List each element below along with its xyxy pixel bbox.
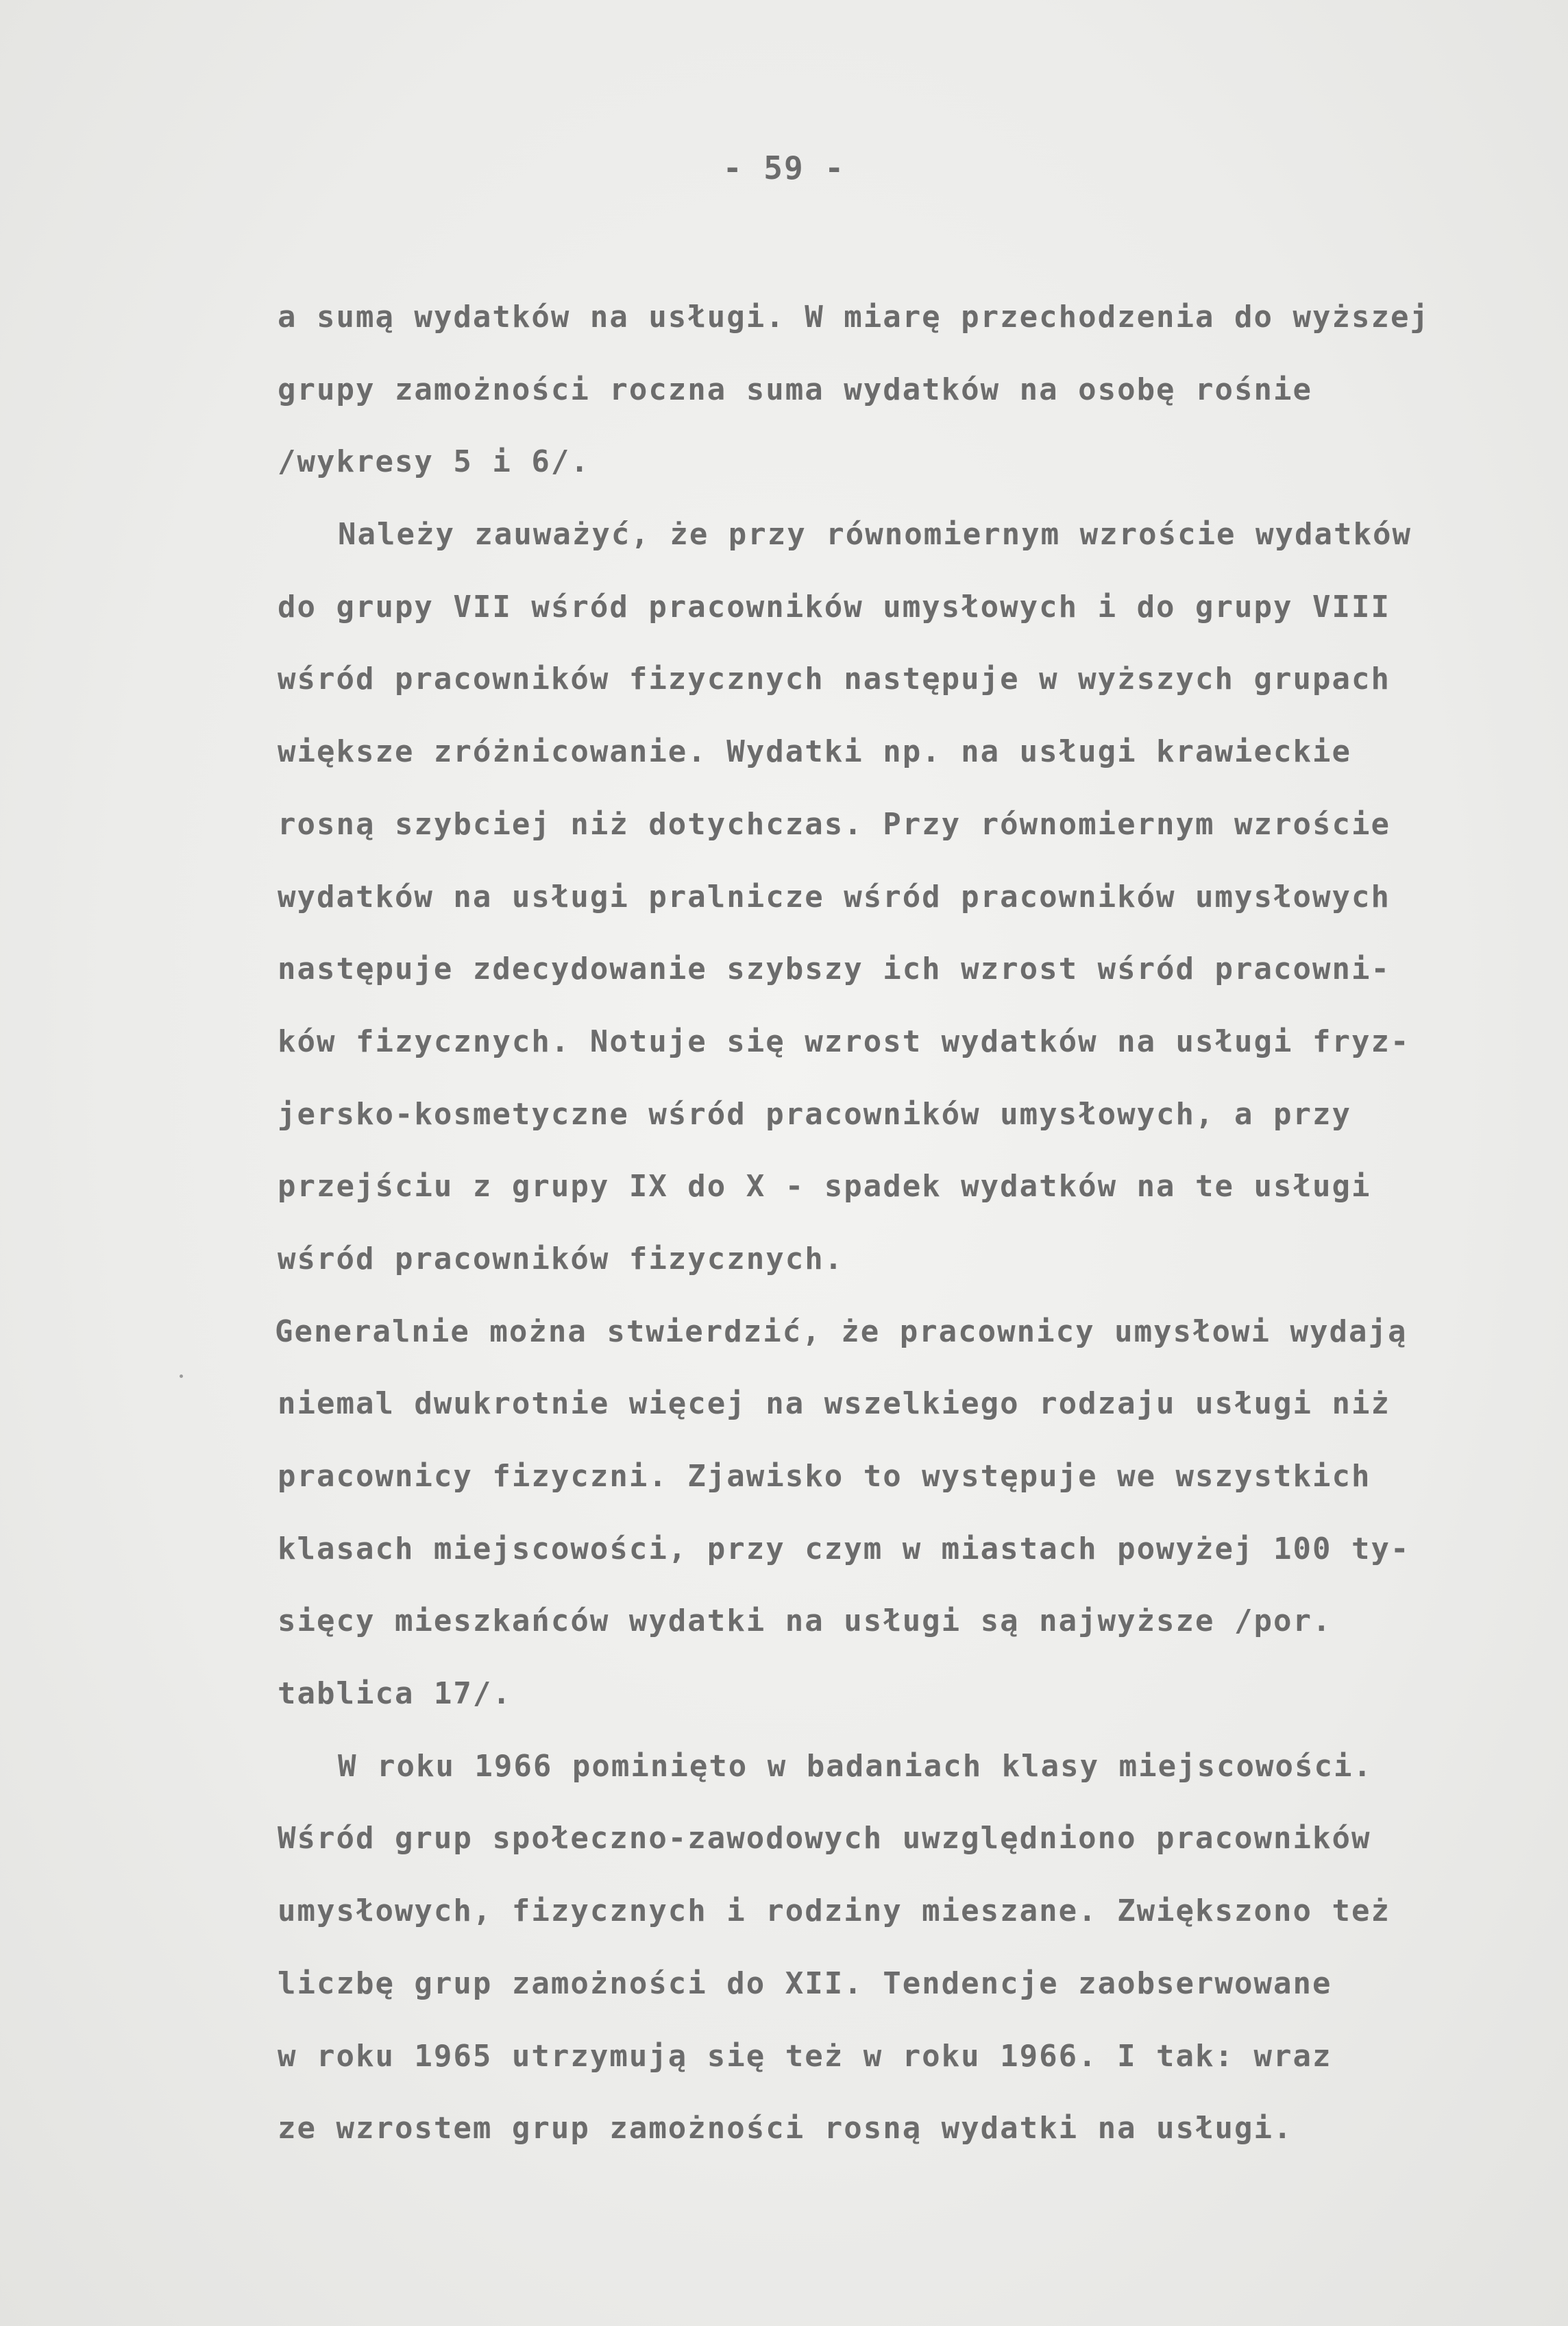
- text-line: przejściu z grupy IX do X - spadek wydatków na te usługi: [278, 1169, 1371, 1204]
- text-line: tablica 17/.: [278, 1676, 512, 1712]
- text-line: klasach miejscowości, przy czym w miastach powyżej 100 ty-: [278, 1531, 1410, 1566]
- text-line: /wykresy 5 i 6/.: [278, 444, 590, 480]
- text-line: wśród pracowników fizycznych.: [278, 1241, 844, 1276]
- text-line: Należy zauważyć, że przy równomiernym wzroście wydatków: [338, 517, 1412, 553]
- text-line: do grupy VII wśród pracowników umysłowych i do grupy VIII: [278, 589, 1391, 625]
- paper-speck: [180, 1374, 183, 1378]
- text-line: następuje zdecydowanie szybszy ich wzrost wśród pracowni-: [278, 952, 1391, 987]
- text-line: ków fizycznych. Notuje się wzrost wydatków na usługi fryz-: [278, 1023, 1410, 1059]
- text-line: pracownicy fizyczni. Zjawisko to występuje we wszystkich: [278, 1459, 1371, 1494]
- text-line: w roku 1965 utrzymują się też w roku 1966. I tak: wraz: [278, 2038, 1332, 2074]
- text-line: wydatków na usługi pralnicze wśród pracowników umysłowych: [278, 879, 1391, 914]
- text-line: wśród pracowników fizycznych następuje w wyższych grupach: [278, 662, 1391, 697]
- text-line: liczbę grup zamożności do XII. Tendencje zaobserwowane: [278, 1965, 1332, 2001]
- text-line: Generalnie można stwierdzić, że pracownicy umysłowi wydają: [275, 1313, 1408, 1349]
- text-line: Wśród grup społeczno-zawodowych uwzględniono pracowników: [278, 1821, 1371, 1856]
- text-line: a sumą wydatków na usługi. W miarę przechodzenia do wyższej: [278, 300, 1430, 335]
- text-line: ze wzrostem grup zamożności rosną wydatki na usługi.: [278, 2111, 1293, 2146]
- body-text: [275, 281, 1525, 2165]
- text-line: niemal dwukrotnie więcej na wszelkiego rodzaju usługi niż: [278, 1386, 1391, 1422]
- text-line: rosną szybciej niż dotychczas. Przy równomiernym wzroście: [278, 806, 1391, 842]
- text-line: jersko-kosmetyczne wśród pracowników umysłowych, a przy: [278, 1096, 1351, 1132]
- text-line: grupy zamożności roczna suma wydatków na osobę rośnie: [278, 372, 1312, 407]
- page-number: - 59 -: [722, 149, 846, 186]
- text-line: większe zróżnicowanie. Wydatki np. na usługi krawieckie: [278, 734, 1351, 770]
- text-line: sięcy mieszkańców wydatki na usługi są najwyższe /por.: [278, 1603, 1332, 1639]
- text-line: umysłowych, fizycznych i rodziny mieszane. Zwiększono też: [278, 1893, 1391, 1929]
- text-line: W roku 1966 pominięto w badaniach klasy miejscowości.: [338, 1748, 1373, 1784]
